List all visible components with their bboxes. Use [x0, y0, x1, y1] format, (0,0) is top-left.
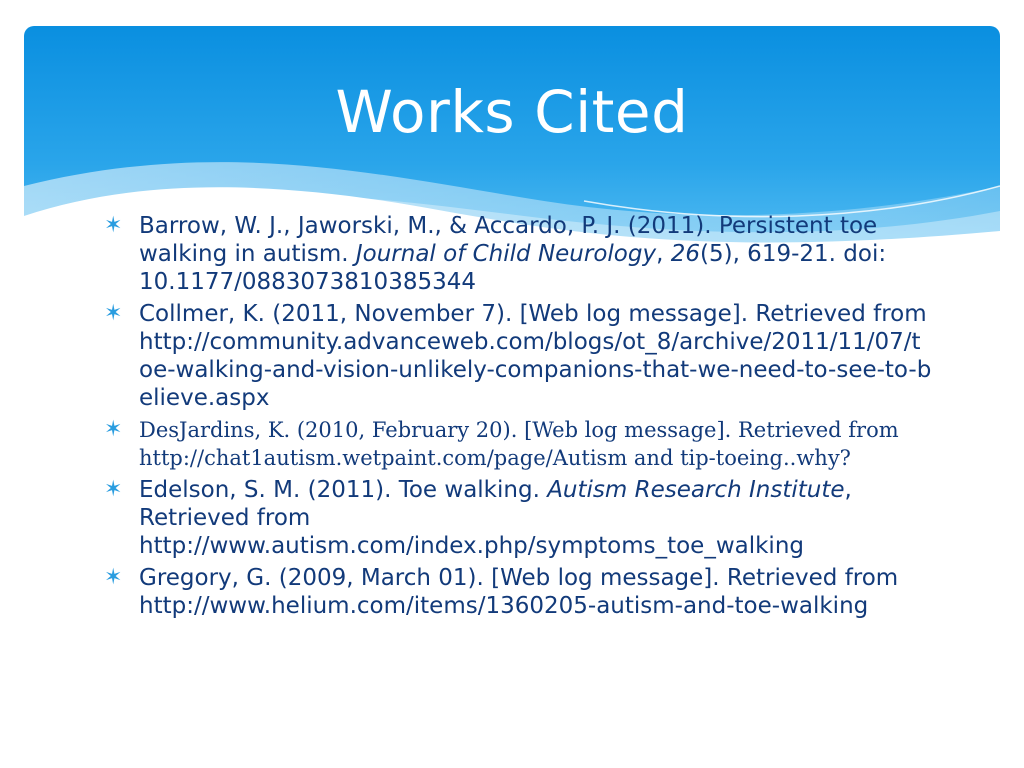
reference-item [104, 416, 934, 472]
reference-item [104, 212, 934, 296]
star-bullet-icon: ✶ [104, 301, 123, 326]
reference-details: , Retrieved from http://www.autism.com/index.php/symptoms_toe_walking [139, 477, 852, 559]
reference-separator: , [656, 241, 671, 267]
references-list [104, 212, 934, 624]
reference-text: Barrow, W. J., Jaworski, M., & Accardo, P. J. (2011). Persistent toe walking in autism. [139, 213, 878, 267]
star-bullet-icon: ✶ [104, 477, 123, 502]
star-bullet-icon: ✶ [104, 565, 123, 590]
reference-text: Edelson, S. M. (2011). Toe walking. [139, 477, 548, 503]
reference-text: Gregory, G. (2009, March 01). [Web log message]. Retrieved from http://www.helium.com/items/1360205-autism-and-toe-walking [139, 565, 899, 619]
reference-text: Collmer, K. (2011, November 7). [Web log message]. Retrieved from http://community.advanceweb.com/blogs/ot_8/archive/2011/11/07/toe-walking-and-vision-unlikely-companions-that-we-need-to-see-to-believe.aspx [139, 301, 932, 411]
reference-item [104, 300, 934, 412]
reference-details: (5), 619-21. doi: 10.1177/0883073810385344 [139, 241, 887, 295]
slide-title: Works Cited [335, 78, 689, 146]
star-bullet-icon: ✶ [104, 417, 123, 442]
volume-number: 26 [670, 241, 700, 267]
star-bullet-icon: ✶ [104, 213, 123, 238]
reference-item [104, 564, 934, 620]
reference-item [104, 476, 934, 560]
journal-title: Autism Research Institute [547, 477, 845, 503]
reference-text: DesJardins, K. (2010, February 20). [Web log message]. Retrieved from http://chat1autism.wetpaint.com/page/Autism and tip-toeing..why? [139, 418, 899, 470]
journal-title: Journal of Child Neurology [355, 241, 657, 267]
